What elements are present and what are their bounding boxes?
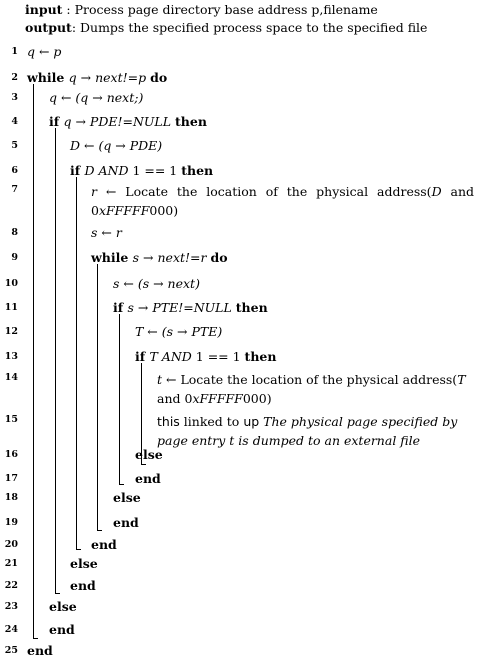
- code-line-3: [49, 90, 143, 105]
- code-line-11: [113, 300, 268, 315]
- line-number: 5: [11, 140, 18, 151]
- code-token: xFFFFF: [98, 203, 150, 218]
- line-number: 1: [11, 46, 18, 57]
- code-token: s → PTE!=NULL: [127, 300, 236, 315]
- line-number: 10: [4, 278, 18, 289]
- code-token: r: [91, 184, 106, 199]
- code-token: while: [27, 70, 69, 85]
- line-number: 24: [4, 624, 18, 635]
- code-token: then: [235, 300, 268, 315]
- code-line-14: [157, 370, 475, 408]
- code-token: q → PDE!=NULL: [63, 114, 176, 129]
- line-number: 22: [4, 580, 18, 591]
- while-s-guide-hook: [97, 530, 102, 531]
- line-number: 14: [4, 372, 18, 383]
- code-token: while: [91, 250, 133, 265]
- output-description: : Dumps the specified process space to the specified file: [71, 20, 428, 35]
- code-line-6: [70, 163, 213, 178]
- code-token: end: [91, 537, 117, 552]
- code-line-2: [27, 70, 167, 85]
- input-keyword: input: [25, 2, 63, 17]
- code-token: T ← (s → PTE): [135, 324, 223, 339]
- if-d-guide-hook: [76, 549, 81, 550]
- if-pte-guide: [119, 314, 120, 484]
- code-token: else: [113, 490, 141, 505]
- code-token: ← Locate the location of the physical address(: [105, 184, 432, 199]
- code-token: if: [113, 300, 128, 315]
- line-number: 25: [4, 645, 18, 656]
- line-number: 18: [4, 492, 18, 503]
- code-token: and 0: [91, 184, 475, 218]
- code-token: s → next!=r: [132, 250, 211, 265]
- code-token: xFFFFF: [192, 391, 243, 406]
- code-token: q ← p: [27, 44, 62, 59]
- code-line-9: [91, 250, 228, 265]
- code-line-17: [135, 471, 161, 486]
- code-line-21: [70, 556, 98, 571]
- code-token: then: [244, 349, 277, 364]
- while-q-guide: [33, 84, 34, 638]
- code-line-23: [49, 599, 77, 614]
- while-s-guide: [97, 264, 98, 530]
- output-keyword: output: [25, 20, 72, 35]
- code-line-20: [91, 537, 117, 552]
- line-number: 20: [4, 539, 18, 550]
- code-token: this: [157, 414, 180, 429]
- line-number: 7: [11, 184, 18, 195]
- while-q-guide-hook: [33, 638, 38, 639]
- code-token: 000): [149, 203, 179, 218]
- code-token: do: [150, 70, 168, 85]
- if-t-guide: [141, 363, 142, 464]
- code-line-5: [70, 138, 162, 153]
- code-line-19: [113, 515, 139, 530]
- code-line-25: [27, 643, 53, 658]
- code-token: end: [27, 643, 53, 658]
- code-token: q → next!=p: [68, 70, 151, 85]
- code-token: if: [135, 349, 150, 364]
- code-token: else: [70, 556, 98, 571]
- code-line-8: [91, 225, 122, 240]
- code-token: D AND: [84, 163, 133, 178]
- line-number: 16: [4, 449, 18, 460]
- line-number: 23: [4, 601, 18, 612]
- line-number: 4: [11, 116, 18, 127]
- code-token: 000): [242, 391, 272, 406]
- code-line-22: [70, 578, 96, 593]
- code-token: end: [49, 622, 75, 637]
- code-token: end: [113, 515, 139, 530]
- line-number: 21: [4, 558, 18, 569]
- input-description: : Process page directory base address p,filename: [62, 2, 378, 17]
- code-token: then: [181, 163, 214, 178]
- code-token: then: [175, 114, 207, 129]
- input-line: [25, 2, 378, 17]
- line-number: 15: [4, 414, 18, 425]
- line-number: 6: [11, 165, 18, 176]
- code-token: 1 == 1: [132, 163, 182, 178]
- line-number: 13: [4, 351, 18, 362]
- code-token: else: [49, 599, 77, 614]
- code-token: up: [243, 414, 260, 429]
- code-token: s ← (s → next): [113, 276, 200, 291]
- code-line-4: [49, 114, 207, 129]
- code-token: t: [157, 372, 163, 387]
- code-token: T: [457, 372, 466, 387]
- code-token: ← Locate the location of the physical address(: [162, 372, 458, 387]
- line-number: 2: [11, 72, 18, 83]
- line-number: 12: [4, 326, 18, 337]
- if-pde-guide-hook: [55, 593, 60, 594]
- code-token: end: [135, 471, 161, 486]
- code-line-12: [135, 324, 222, 339]
- code-token: end: [70, 578, 96, 593]
- code-line-15: [157, 412, 475, 450]
- line-number: 3: [11, 92, 18, 103]
- code-line-10: [113, 276, 200, 291]
- code-token: D ← (q → PDE): [70, 138, 163, 153]
- code-token: D: [431, 184, 442, 199]
- code-line-1: [27, 44, 61, 59]
- if-pde-guide: [55, 128, 56, 593]
- code-token: q ← (q → next;): [49, 90, 144, 105]
- code-token: 1 == 1: [195, 349, 245, 364]
- code-token: linked to: [179, 414, 244, 429]
- line-number: 19: [4, 517, 18, 528]
- output-line: [25, 20, 427, 35]
- code-token: if: [70, 163, 85, 178]
- line-number: 11: [4, 302, 18, 313]
- code-line-13: [135, 349, 276, 364]
- code-token: and 0: [157, 391, 193, 406]
- line-number: 9: [11, 252, 18, 263]
- if-d-guide: [76, 177, 77, 549]
- if-pte-guide-hook: [119, 484, 124, 485]
- code-token: if: [49, 114, 64, 129]
- code-token: T AND: [149, 349, 196, 364]
- line-number: 17: [4, 473, 18, 484]
- code-token: do: [210, 250, 228, 265]
- if-t-guide-hook: [141, 464, 146, 465]
- code-token: s ← r: [91, 225, 122, 240]
- code-token: The physical page specified by page entry t is dumped to an external file: [157, 414, 458, 448]
- code-line-18: [113, 490, 141, 505]
- code-line-16: [135, 447, 163, 462]
- line-number: 8: [11, 227, 18, 238]
- code-line-24: [49, 622, 75, 637]
- code-token: else: [135, 447, 163, 462]
- code-line-7: [91, 182, 474, 220]
